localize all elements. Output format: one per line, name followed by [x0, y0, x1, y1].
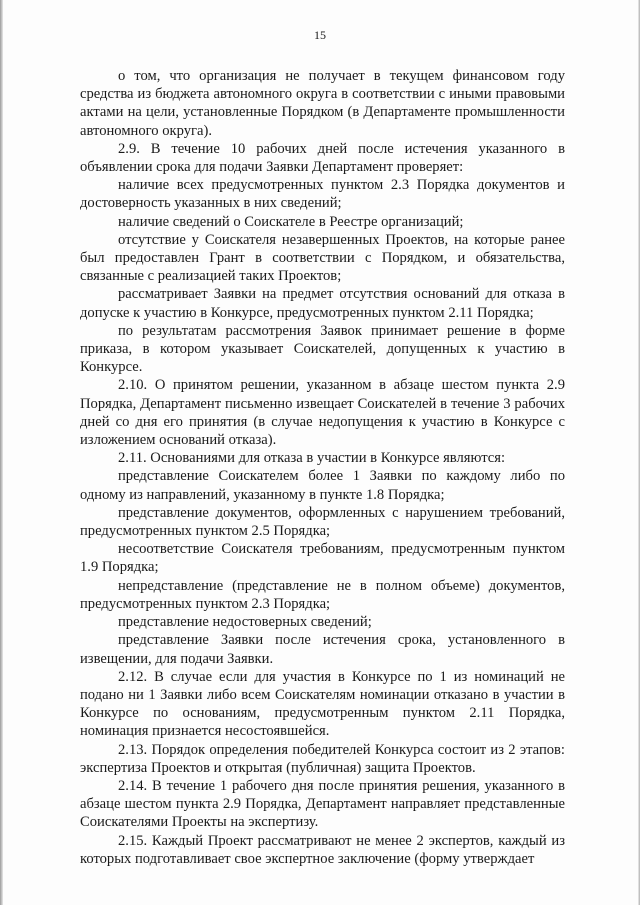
paragraph-2-9-item-5: по результатам рассмотрения Заявок принимает решение в форме приказа, в котором указывает Соискателей, допущенных к участию в Конкурсе. [80, 322, 565, 376]
paragraph-2-9: 2.9. В течение 10 рабочих дней после истечения указанного в объявлении срока для подачи Заявки Департамент проверяет: [80, 140, 565, 176]
paragraph-2-9-item-2: наличие сведений о Соискателе в Реестре организаций; [118, 213, 464, 230]
page-number: 15 [314, 28, 326, 42]
paragraph-2-12: 2.12. В случае если для участия в Конкурсе по 1 из номинаций не подано ни 1 Заявки либо всем Соискателям номинации отказано в участии в Конкурсе по основаниям, предусмотренным пунктом 2.11 Порядка, номинация признается несостоявшейся. [80, 668, 565, 740]
paragraph-2-13: 2.13. Порядок определения победителей Конкурса состоит из 2 этапов: экспертиза Проектов и открытая (публичная) защита Проектов. [80, 741, 565, 776]
paragraph-2-11-item-5: представление недостоверных сведений; [118, 614, 372, 631]
paragraph-2-11-item-3: несоответствие Соискателя требованиям, предусмотренным пунктом 1.9 Порядка; [80, 541, 565, 576]
paragraph-2-10: 2.10. О принятом решении, указанном в абзаце шестом пункта 2.9 Порядка, Департамент письменно извещает Соискателей в течение 3 рабочих дней со дня его принятия (в случае недопущения к участию в Конкурсе с изложением оснований отказа). [80, 377, 565, 449]
paragraph-2-9-item-3: отсутствие у Соискателя незавершенных Проектов, на которые ранее был предоставлен Грант в соответствии с Порядком, и обязательства, связанные с реализацией таких Проектов; [80, 231, 565, 285]
paragraph-2-11: 2.11. Основаниями для отказа в участии в Конкурсе являются: [118, 450, 506, 467]
paragraph-2-9-item-1: наличие всех предусмотренных пунктом 2.3 Порядка документов и достоверность указанных в них сведений; [80, 177, 565, 212]
document-body [80, 67, 565, 868]
paragraph-2-11-item-1: представление Соискателем более 1 Заявки по каждому либо по одному из направлений, указанному в пункте 1.8 Порядка; [80, 468, 565, 503]
paragraph-2-11-item-6: представление Заявки после истечения срока, установленного в извещении, для подачи Заявки. [80, 632, 565, 667]
paragraph-continuation: о том, что организация не получает в текущем финансовом году средства из бюджета автономного округа в соответствии с иными правовыми актами на цели, установленные Порядком (в Департаменте промышленности автономного округа). [80, 68, 565, 139]
scan-edge-left [0, 0, 3, 905]
paragraph-2-11-item-4: непредставление (представление не в полном объеме) документов, предусмотренных пунктом 2.3 Порядка; [80, 577, 565, 612]
paragraph-2-14: 2.14. В течение 1 рабочего дня после принятия решения, указанного в абзаце шестом пункта 2.9 Порядка, Департамент направляет представленные Соискателями Проекты на экспертизу. [80, 777, 565, 831]
paragraph-2-9-item-4: рассматривает Заявки на предмет отсутствия оснований для отказа в допуске к участию в Конкурсе, предусмотренных пунктом 2.11 Порядка; [80, 286, 565, 321]
paragraph-2-15: 2.15. Каждый Проект рассматривают не менее 2 экспертов, каждый из которых подготавливает свое экспертное заключение (форму утверждает [80, 832, 565, 867]
paragraph-2-11-item-2: представление документов, оформленных с нарушением требований, предусмотренных пунктом 2.5 Порядка; [80, 504, 565, 540]
